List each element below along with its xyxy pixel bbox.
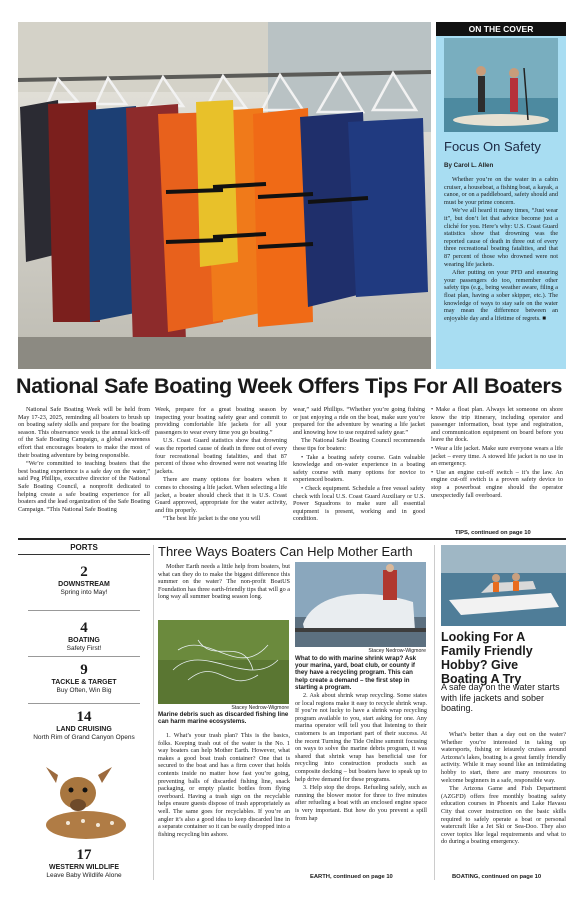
port-divider [28,703,140,704]
photo-caption: What to do with marine shrink wrap? Ask your marina, yard, boat club, or county if they have a recycling program. This can help create a demand – the first step in starting a program. [295,655,417,691]
family-story-dek: A safe day on the water starts with life jackets and sober boating. [441,682,560,713]
story-paragraph: “The best life jacket is the one you will [163,515,261,523]
boating-continued-link[interactable]: BOATING, continued on page 10 [452,874,542,880]
story-paragraph: U.S. Coast Guard statistics show that drowning was the reported cause of death in three out of every four recreational boating fatalities, and that 87 percent of those who drowned were not wearing life jackets. [155,437,287,475]
port-divider [28,656,140,657]
story-paragraph: • Check equipment. Schedule a free vessel safety check with local U.S. Coast Guard Auxiliary or U.S. Power Squadrons to make sure all essential equipment is present, working and in good condition. [293,484,425,523]
photo-credit: Stacey Nedrow-Wigmore [368,648,426,654]
port-page-number: 17 [76,847,92,863]
cover-header: ON THE COVER [436,22,566,36]
main-story-column-4 [431,406,563,500]
port-title: TACKLE & TARGET [51,679,117,686]
earth-column-1 [158,732,290,839]
tips-continued-link[interactable]: TIPS, continued on page 10 [455,530,531,536]
port-title: WESTERN WILDLIFE [49,864,119,871]
port-subtitle: North Rim of Grand Canyon Opens [33,734,135,741]
port-page-number: 9 [80,662,88,678]
story-paragraph: What’s better than a day out on the water? Whether you’re interested in taking up watersports, fishing or leisurely cruises around Arizona’s lakes, boating is a great family friendly activity. While it may sound like an intimidating hobby to start, there are many resources to welcome beginners in a safe, responsible way. [441,731,566,784]
port-page-number: 2 [80,564,88,580]
family-story-body [441,731,566,847]
port-page-number: 14 [76,709,92,725]
ports-header: PORTS [18,543,150,555]
family-boat-photo [441,545,566,626]
cover-photo-paddleboarders [444,38,558,132]
cover-byline: By Carol L. Allen [444,162,494,169]
port-divider [28,610,140,611]
family-story-title: Looking For A Family Friendly Hobby? Give Boating A Try [441,630,533,686]
port-title: BOATING [68,637,100,644]
port-item-western-wildlife[interactable] [18,848,150,880]
story-paragraph: National Safe Boating Week will be held from May 17-23, 2025, reminding all boaters to brush up on boating safety skills and prepare for the boating season. This observance week is the annual kick-off of the Safe Boating Campaign, a global awareness effort that encourages boaters to make the most of their boating adventure by being responsible. [18,406,150,459]
story-paragraph: • Take a boating safety course. Gain valuable knowledge and on-water experience in a boating safety course with many options for novice to experienced boaters. [293,453,425,484]
story-paragraph: wear,” said Phillips. “Whether you’re going fishing or just enjoying a ride on the boat, make sure you’re prepared for the adventure by wearing a life jacket and knowing how to use required safety gear.” [293,406,425,436]
story-paragraph: • Use an engine cut-off switch – it’s the law. An engine cut-off switch is a proven safety device to stop a powerboat engine should the operator unexpectedly fall overboard. [431,468,563,499]
photo-caption: Marine debris such as discarded fishing line can harm marine ecosystems. [158,711,289,726]
port-subtitle: Leave Baby Wildlife Alone [46,872,122,879]
story-paragraph: 3. Help stop the drops. Refueling safely, such as running the blower motor for three to five minutes after refueling a boat with an enclosed engine space is very important. But how do you prevent a spill from hap [295,784,427,822]
earth-column-2 [295,692,427,823]
port-title: DOWNSTREAM [58,581,110,588]
story-paragraph: Week, prepare for a great boating season by inspecting your boating safety gear and commit to providing comfortable life jackets for all your passengers to wear every time you go boating.” [155,406,287,436]
main-headline: National Safe Boating Week Offers Tips For All Boaters [16,374,563,398]
on-the-cover-box [436,22,566,369]
story-paragraph: • Make a float plan. Always let someone on shore know the trip itinerary, including operator and passenger information, boat type and registration, and communication equipment on board before you leave the dock. [431,406,563,444]
port-title: LAND CRUISING [56,726,112,733]
cover-title: Focus On Safety [444,139,541,154]
story-paragraph: 2. Ask about shrink wrap recycling. Some states or local regions make it easy to recycle shrink wrap. If you’re not lucky to have a shrink wrap recycling program available to you, start asking for one. Any marina operator will tell you that listening to their customers is an important part of their success. At the recent Turning the Tide Online summit focusing on ways to solve the marine debris program, it was shared that shrink wrap has beneficial use for recycling into construction products such as composite decking – but boaters have to speak up to help drive demand for these programs. [295,692,427,783]
shrink-wrap-boat-photo [295,562,426,647]
section-divider [18,538,566,540]
column-rule [434,545,435,880]
earth-intro [158,563,290,602]
fishing-line-debris-photo [158,620,289,704]
hero-photo-life-jackets [18,22,431,369]
photo-credit: Stacey Nedrow-Wigmore [231,705,289,711]
story-paragraph: There are many options for boaters when it comes to choosing a life jacket. When selecting a life jacket, a boater should check that it is U.S. Coast Guard approved, appropriate for the water activity, and fits properly. [155,476,287,514]
ports-sidebar [18,543,150,885]
port-page-number: 4 [80,620,88,636]
cover-body [444,176,558,323]
main-story-column-2 [155,406,287,524]
earth-continued-link[interactable]: EARTH, continued on page 10 [310,874,393,880]
cover-paragraph: We’ve all heard it many times, “Just wear it”, but don’t let that advice become just a cliché for you. Here’s why: U.S. Coast Guard statistics show that drowning was the reported cause of death in three out of every three recreational boating fatalities, and that 87 percent of those who drowned were not wearing life jackets. [444,207,558,268]
cover-paragraph: Whether you’re on the water in a cabin cruiser, a houseboat, a fishing boat, a kayak, a canoe, or on a paddleboard, safety should and must be your prime concern. [444,176,558,206]
story-paragraph: Mother Earth needs a little help from boaters, but what can they do to make the biggest difference this summer on the water? The non-profit BoatUS Foundation has three earth-friendly tips that will go a long way all summer boating season long. [158,563,290,601]
story-paragraph: “We’re committed to teaching boaters that the best boating experience is a safe day on the water,” said Peg Phillips, executive director of the National Safe Boating Council, a nonprofit dedicated to helping create a safe boating experience for all boaters and the lead organization of the Safe Boating Campaign. “This National Safe Boating [18,460,150,513]
port-item-downstream[interactable] [18,565,150,597]
port-subtitle: Safety First! [66,645,102,652]
port-item-land-cruising[interactable] [18,710,150,742]
port-item-boating[interactable] [18,621,150,653]
story-paragraph: • Wear a life jacket. Make sure everyone wears a life jacket – every time. A stowed life jacket is no use in an emergency. [431,444,563,468]
cover-paragraph: After putting on your PFD and ensuring your passengers do too, remember other safety tips (e.g., being weather aware, filing a float plan, having a sober skipper, etc.). The knowledge of ways to stay safe on the water may mean the difference between an enjoyable day and a lifetime of regrets. ■ [444,269,558,322]
story-paragraph: The National Safe Boating Council recommends these tips for boaters: [293,437,425,452]
port-item-tackle-target[interactable] [18,663,150,695]
earth-story-title: Three Ways Boaters Can Help Mother Earth [158,544,413,559]
main-story-column-3 [293,406,425,524]
column-rule [153,545,154,880]
story-paragraph: 1. What’s your trash plan? This is the basics, folks. Keeping trash out of the water is the No. 1 way boaters can help Mother Earth. However, what makes a good boat trash container? One that is secured to the boat and has a firm cover that holds contents inside no matter how fast you’re going, preventing balls of discarded fishing line, snack packaging, or empty plastic bottles from flying overboard. Having a trash sign on the recyclable helps ensure guests dispose of trash appropriately as well. The same goes for recyclables. If you’re an angler it’s also a good idea to keep discarded line in a separate container so it can be easily dropped into a fishing recycling bin ashore. [158,732,290,838]
story-paragraph: The Arizona Game and Fish Department (AZGFD) offers free monthly boating safety education courses in Phoenix and Lake Havasu City that cover instruction on the basic skills required to safely operate a boat or personal watercraft like a Jet Ski or Sea-Doo. They also cover topics like legal requirements and what to do during a boating emergency. [441,785,566,846]
port-subtitle: Buy Often, Win Big [56,687,112,694]
port-subtitle: Spring into May! [60,589,108,596]
main-story-column-1 [18,406,150,514]
fawn-photo [28,763,142,843]
